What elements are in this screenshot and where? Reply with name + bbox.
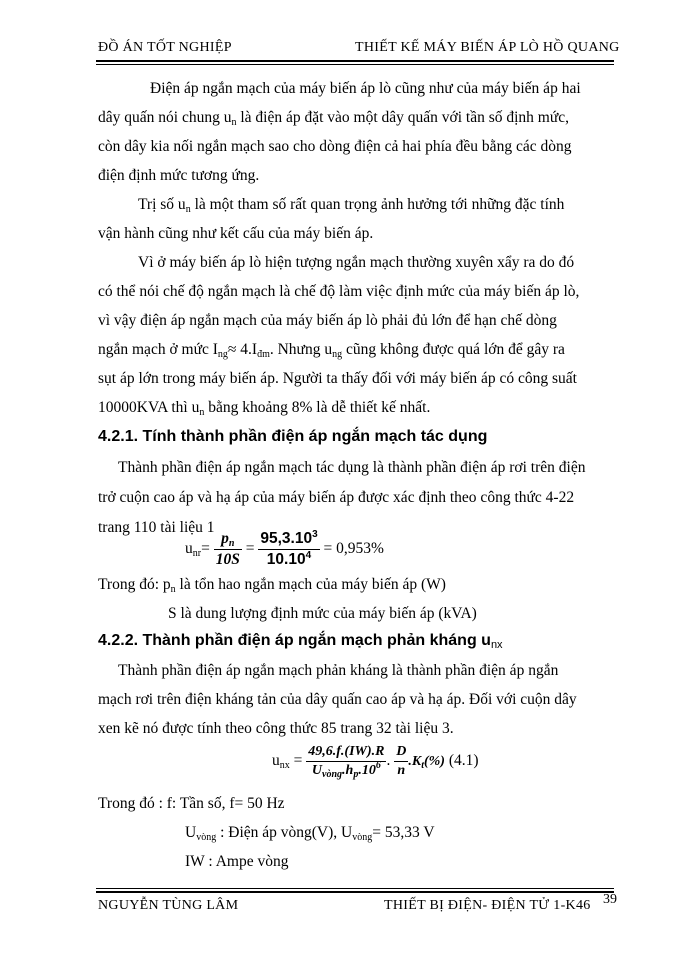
para3-line5: sụt áp lớn trong máy biến áp. Người ta thấy đối với máy biến áp có công suất [98,370,577,387]
para1-line1: Điện áp ngắn mạch của máy biến áp lò cũng như của máy biến áp hai [150,80,581,97]
header-right: THIẾT KẾ MÁY BIẾN ÁP LÒ HỒ QUANG [355,40,620,55]
para3-line3: vì vậy điện áp ngắn mạch của máy biến áp lò phải đủ lớn để hạn chế dòng [98,312,557,329]
header-left: ĐỒ ÁN TỐT NGHIỆP [98,40,232,55]
footer-rule [96,891,614,893]
section-4-2-1-title: 4.2.1. Tính thành phần điện áp ngắn mạch tác dụng [98,428,488,445]
para3-line4: ngắn mạch ở mức $I_{ng}\approx 4.I_{đm}$. Nhưng $u_{ng}$ cũng không được quá lớn để gây ra [98,341,565,360]
header-rule-thin [96,64,614,65]
para1-line4: điện định mức tương ứng. [98,167,260,184]
section2-line3: xen kẽ nó được tính theo công thức 85 trang 32 tài liệu 3. [98,720,454,737]
section1-line1: Thành phần điện áp ngắn mạch tác dụng là thành phần điện áp rơi trên điện [118,459,586,476]
fraction-values: $\frac{95,3.10^3}{10.10^4}$ [260,529,318,568]
footer-left: NGUYỄN TÙNG LÂM [98,898,239,913]
fraction-pn-10s: $\frac{p_n}{10S}$ [215,530,240,568]
section1-line3: trang 110 tài liệu 1 [98,519,215,536]
para1-line2: dây quấn nói chung $u_n$ là điện áp đặt vào một dây quấn với tần số định mức, [98,109,570,128]
formula-unr: $u_{nr}=$ $\frac{p_n}{10S}$ = $\frac{95,3.10^3}{10.10^4}$ = 0,953% [185,529,384,568]
para2-line1: Trị số $u_n$ là một tham số rất quan trọng ảnh hưởng tới những đặc tính [138,196,565,215]
para1-line3: còn dây kia nối ngắn mạch sao cho dòng điện cả hai phía đều bằng các dòng [98,138,572,155]
where2-line3: IW : Ampe vòng [185,853,289,870]
footer-rule-thin [96,888,614,889]
where1-line1: Trong đó: $p_n$ là tổn hao ngắn mạch của máy biến áp (W) [98,576,446,595]
where2-line2: $U_{vòng}$ : Điện áp vòng(V), $U_{vòng}= 53,33$ V [185,824,435,843]
formula-unx: $u_{nx}$ = $\frac{49,6.f.(IW).R}{U_{vòng}.h_p.10^6}$ . $\frac{D}{n}$ $.K_t(\%)$ (4.1) [272,744,479,780]
footer-right: THIẾT BỊ ĐIỆN- ĐIỆN TỬ 1-K46 [384,898,591,913]
para3-line1: Vì ở máy biến áp lò hiện tượng ngắn mạch thường xuyên xẩy ra do đó [138,254,575,271]
section-4-2-2-title: 4.2.2. Thành phần điện áp ngắn mạch phản kháng $u_{nx}$ [98,632,503,651]
header-rule [96,60,614,62]
para3-line2: có thể nói chế độ ngắn mạch là chế độ làm việc định mức của máy biến áp lò, [98,283,580,300]
section2-line1: Thành phần điện áp ngắn mạch phản kháng là thành phần điện áp ngắn [118,662,559,679]
where1-line2: S là dung lượng định mức của máy biến áp (kVA) [168,605,477,622]
where2-line1: Trong đó : f: Tần số, f= 50 Hz [98,795,285,812]
para2-line2: vận hành cũng như kết cấu của máy biến áp. [98,225,374,242]
fraction-main: $\frac{49,6.f.(IW).R}{U_{vòng}.h_p.10^6}$ [308,744,385,780]
section1-line2: trở cuộn cao áp và hạ áp của máy biến áp được xác định theo công thức 4-22 [98,489,575,506]
fraction-d-n: $\frac{D}{n}$ [396,744,407,778]
section2-line2: mạch rơi trên điện kháng tản của dây quấn cao áp và hạ áp. Đối với cuộn dây [98,691,577,708]
page-number: 39 [603,892,617,907]
para3-line6: 10000KVA thì $u_n$ bằng khoảng 8% là dễ thiết kế nhất. [98,399,431,418]
